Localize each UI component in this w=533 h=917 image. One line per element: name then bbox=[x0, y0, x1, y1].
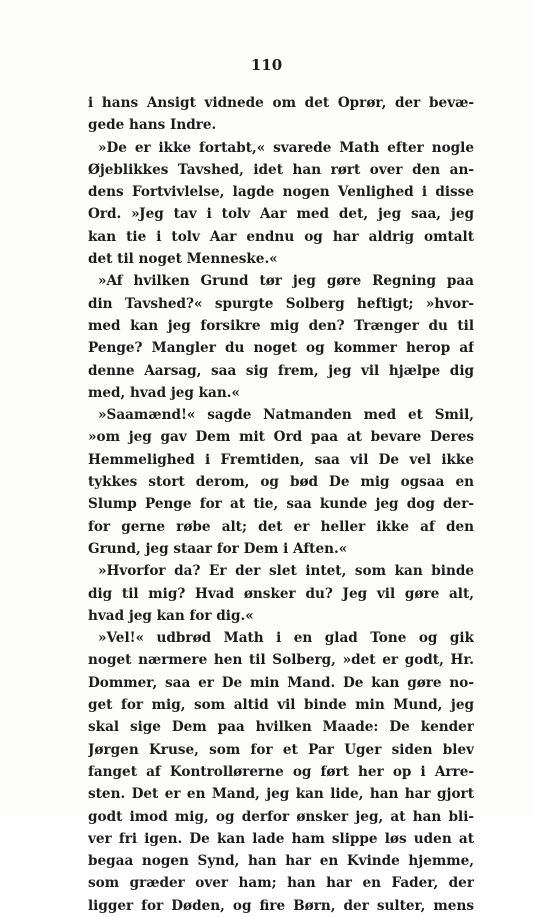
text-line: godt imod mig, og derfor ønsker jeg, at han bli- bbox=[88, 808, 474, 825]
text-line: kan tie i tolv Aar endnu og har aldrig omtalt bbox=[88, 228, 474, 245]
text-line: »Af hvilken Grund tør jeg gøre Regning paa bbox=[98, 273, 474, 290]
text-line: Hemmelighed i Fremtiden, saa vil De vel ikke bbox=[88, 451, 474, 468]
text-line: skal sige Dem paa hvilken Maade: De kender bbox=[88, 719, 474, 736]
text-line: »De er ikke fortabt,« svarede Math efter nogle bbox=[98, 139, 474, 156]
text-line: ver fri igen. De kan lade ham slippe løs uden at bbox=[88, 830, 474, 847]
text-line: tykkes stort derom, og bød De mig ogsaa en bbox=[88, 474, 474, 491]
text-line: »Saamænd!« sagde Natmanden med et Smil, bbox=[98, 407, 474, 424]
text-line: det til noget Menneske.« bbox=[88, 251, 278, 268]
body-text bbox=[88, 92, 474, 917]
text-line: hvad jeg kan for dig.« bbox=[88, 607, 254, 624]
text-line: sten. Det er en Mand, jeg kan lide, han har gjort bbox=[88, 786, 474, 803]
text-line: Slump Penge for at tie, saa kunde jeg dog der- bbox=[88, 496, 474, 513]
text-line: Dommer, saa er De min Mand. De kan gøre no- bbox=[88, 674, 474, 691]
text-line: for gerne røbe alt; det er heller ikke af den bbox=[88, 518, 474, 535]
text-line: i hans Ansigt vidnede om det Oprør, der bevæ- bbox=[88, 95, 474, 111]
text-line: med kan jeg forsikre mig den? Trænger du til bbox=[88, 317, 474, 334]
text-line: Øjeblikkes Tavshed, idet han rørt over den an- bbox=[88, 161, 474, 178]
text-line: »Vel!« udbrød Math i en glad Tone og gik bbox=[98, 630, 474, 647]
text-line: »om jeg gav Dem mit Ord paa at bevare Deres bbox=[88, 429, 474, 446]
text-line: med, hvad jeg kan.« bbox=[88, 384, 240, 401]
text-line: »Hvorfor da? Er der slet intet, som kan binde bbox=[98, 563, 474, 580]
text-line: Ord. »Jeg tav i tolv Aar med det, jeg saa, jeg bbox=[88, 206, 474, 223]
text-line: dens Fortvivlelse, lagde nogen Venlighed i disse bbox=[88, 184, 474, 201]
text-line: ligger for Døden, og fire Børn, der sulter, mens bbox=[88, 897, 474, 914]
text-line: denne Aarsag, saa sig frem, jeg vil hjælpe dig bbox=[88, 362, 474, 379]
text-line: som græder over ham; han har en Fader, der bbox=[88, 875, 474, 892]
text-line: gede hans Indre. bbox=[88, 117, 217, 134]
text-line: begaa nogen Synd, han har en Kvinde hjemme, bbox=[88, 853, 474, 870]
text-line: Penge? Mangler du noget og kommer herop af bbox=[88, 340, 474, 357]
page-number: 110 bbox=[250, 56, 283, 74]
text-line: noget nærmere hen til Solberg, »det er godt, Hr. bbox=[88, 652, 474, 669]
text-line: Grund, jeg staar for Dem i Aften.« bbox=[88, 540, 348, 557]
text-line: dig til mig? Hvad ønsker du? Jeg vil gøre alt, bbox=[88, 585, 474, 602]
text-line: din Tavshed?« spurgte Solberg heftigt; »hvor- bbox=[88, 295, 474, 312]
text-line: Jørgen Kruse, som for et Par Uger siden blev bbox=[88, 741, 474, 758]
text-line: get for mig, som altid vil binde min Mund, jeg bbox=[88, 697, 474, 714]
text-line: fanget af Kontrollørerne og ført her op i Arre- bbox=[88, 763, 474, 780]
